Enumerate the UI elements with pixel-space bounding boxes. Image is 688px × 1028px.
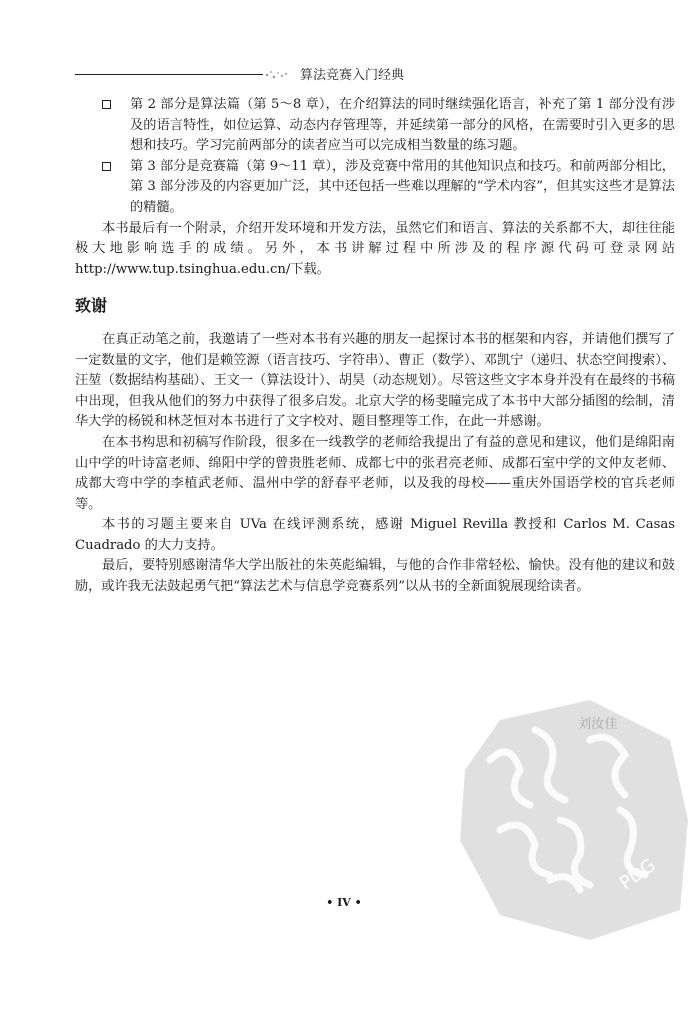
ack-paragraph: 本书的习题主要来自 UVa 在线评测系统，感谢 Miguel Revilla 教授和 Carlos M. Casas Cuadrado 的大力支持。 — [75, 517, 675, 553]
header-rule — [75, 74, 263, 75]
page-body — [75, 95, 675, 598]
bullet-text: 第 2 部分是算法篇（第 5～8 章），在介绍算法的同时继续强化语言，补充了第 1 部分没有涉及的语言特性，如位运算、动态内存管理等，并延续第一部分的风格，在需要时引入更多的思想和技巧。学习完前两部分的读者应当可以完成相当数量的练习题。 — [130, 97, 675, 154]
section-heading: 致谢 — [75, 296, 108, 316]
stamp-pdg-label: PDG — [615, 854, 660, 895]
ack-paragraph: 在本书构思和初稿写作阶段，很多在一线教学的老师给我提出了有益的意见和建议，他们是绵阳南山中学的叶诗富老师、绵阳中学的曾贵胜老师、成都七中的张君亮老师、成都石室中学的文仲友老师、成都大弯中学的李植武老师、温州中学的舒春平老师，以及我的母校——重庆外国语学校的官兵老师等。 — [75, 434, 675, 512]
bullet-item — [75, 95, 675, 157]
checkbox-bullet-icon — [102, 100, 111, 109]
bullet-text: 第 3 部分是竞赛篇（第 9～11 章），涉及竞赛中常用的其他知识点和技巧。和前两部分相比，第 3 部分涉及的内容更加广泛，其中还包括一些难以理解的“学术内容”，但其实这些才是算法的精髓。 — [130, 158, 675, 215]
checkbox-bullet-icon — [102, 162, 111, 171]
header-ornament-icon — [262, 66, 292, 82]
intro-paragraph: 本书最后有一个附录，介绍开发环境和开发方法，虽然它们和语言、算法的关系都不大，却往往能极大地影响选手的成绩。另外，本书讲解过程中所涉及的程序源代码可登录网站 http://www.tup.tsinghua.edu.cn/下载。 — [75, 220, 675, 277]
bullet-item — [75, 157, 675, 219]
ack-paragraph: 最后，要特别感谢清华大学出版社的朱英彪编辑，与他的合作非常轻松、愉快。没有他的建议和鼓励，或许我无法鼓起勇气把“算法艺术与信息学竞赛系列”以从书的全新面貌展现给读者。 — [75, 558, 675, 595]
running-header-title: 算法竞赛入门经典 — [300, 68, 405, 83]
page-number: • IV • — [326, 896, 362, 909]
ack-paragraph: 在真正动笔之前，我邀请了一些对本书有兴趣的朋友一起探讨本书的框架和内容，并请他们撰写了一定数量的文字，他们是赖笠源（语言技巧、字符串）、曹正（数学）、邓凯宁（递归、状态空间搜索）、汪堃（数据结构基础）、王文一（算法设计）、胡昊（动态规划）。尽管这些文字本身并没有在最终的书稿中出现，但我从他们的努力中获得了很多启发。北京大学的杨斐瞳完成了本书中大部分插图的绘制，清华大学的杨锐和林芝恒对本书进行了文字校对、题目整理等工作，在此一并感谢。 — [75, 331, 676, 430]
